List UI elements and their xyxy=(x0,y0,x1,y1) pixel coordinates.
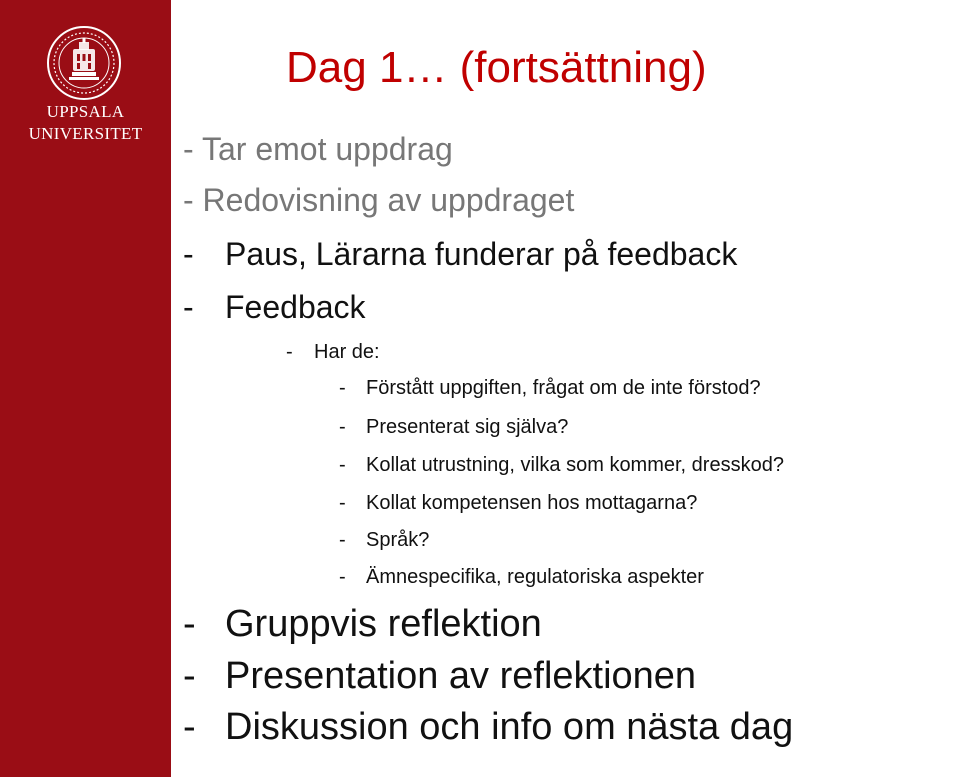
logo-line-uppsala: UPPSALA xyxy=(46,102,125,121)
list-item-text: Har de: xyxy=(314,341,380,363)
list-item-amnespecifika xyxy=(339,566,704,589)
list-item-text: Redovisning av uppdraget xyxy=(193,182,575,218)
list-item-paus xyxy=(183,236,737,273)
list-dash: - xyxy=(183,236,194,272)
list-item-diskussion xyxy=(183,706,793,749)
list-dash: - xyxy=(339,529,346,551)
list-dash: - xyxy=(183,655,196,697)
list-item-kollat-kompetensen xyxy=(339,492,697,515)
list-dash: - xyxy=(339,492,346,514)
list-item-text: Presentation av reflektionen xyxy=(225,655,697,697)
sidebar xyxy=(0,0,171,777)
university-seal-icon xyxy=(46,25,122,101)
list-item-text: Ämnespecifika, regulatoriska aspekter xyxy=(366,566,704,588)
list-item-text: Kollat kompetensen hos mottagarna? xyxy=(366,492,698,514)
list-item-text: Gruppvis reflektion xyxy=(225,603,542,645)
list-dash: - xyxy=(183,603,196,645)
list-dash: - xyxy=(286,341,293,363)
list-item-text: Tar emot uppdrag xyxy=(193,131,453,167)
list-item-text: Förstått uppgiften, frågat om de inte förstod? xyxy=(366,377,761,399)
list-item-har-de xyxy=(286,341,380,364)
slide-title: Dag 1… (fortsättning) xyxy=(286,43,707,92)
list-dash: - xyxy=(183,706,196,748)
list-item-text: Paus, Lärarna funderar på feedback xyxy=(225,236,738,272)
list-item-text: Språk? xyxy=(366,529,430,551)
list-dash: - xyxy=(339,416,346,438)
list-item-presenterat xyxy=(339,416,568,439)
list-dash: - xyxy=(339,454,346,476)
list-item-forstatt xyxy=(339,377,761,400)
list-dash: - xyxy=(339,566,346,588)
list-item-redovisning xyxy=(183,182,574,219)
list-item-tar-emot-uppdrag xyxy=(183,131,453,168)
list-item-feedback xyxy=(183,289,366,326)
list-item-text: Diskussion och info om nästa dag xyxy=(225,706,794,748)
list-item-text: Feedback xyxy=(225,289,366,325)
list-dash: - xyxy=(339,377,346,399)
list-dash: - xyxy=(183,289,194,325)
list-item-text: Kollat utrustning, vilka som kommer, dresskod? xyxy=(366,454,784,476)
list-dash: - xyxy=(183,131,194,167)
list-dash: - xyxy=(183,182,194,218)
list-item-gruppvis-reflektion xyxy=(183,603,542,646)
logo-line-universitet: UNIVERSITET xyxy=(28,124,143,143)
list-item-kollat-utrustning xyxy=(339,454,784,477)
list-item-presentation xyxy=(183,655,696,698)
list-item-sprak xyxy=(339,529,429,552)
list-item-text: Presenterat sig själva? xyxy=(366,416,569,438)
